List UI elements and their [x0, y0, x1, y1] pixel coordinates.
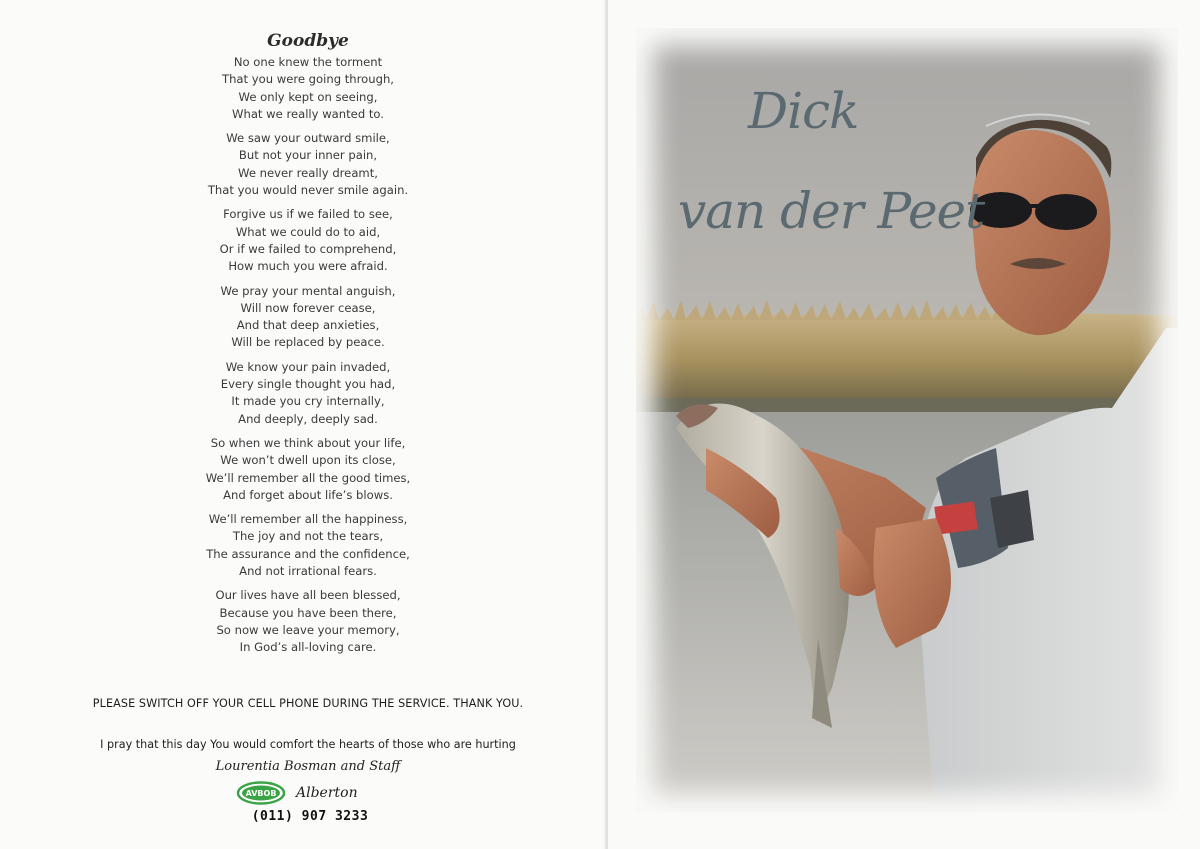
poem-line: And not irrational fears.	[239, 564, 377, 579]
poem-line: What we could do to aid,	[235, 224, 381, 239]
poem-stanza	[80, 511, 536, 580]
avbob-logo-text: AVBOB	[245, 789, 277, 799]
poem-line: Our lives have all been blessed,	[215, 588, 401, 603]
poem-line: And forget about life’s blows.	[223, 487, 393, 502]
poem	[80, 28, 536, 664]
poem-line: And deeply, deeply sad.	[238, 411, 378, 426]
poem-line: We won’t dwell upon its close,	[220, 453, 396, 468]
poem-line: How much you were afraid.	[228, 259, 388, 274]
undertaker-name: Lourentia Bosman and Staff	[215, 759, 401, 774]
poem-line: Or if we failed to comprehend,	[219, 241, 397, 256]
cover-last-name: van der Peet	[678, 182, 985, 240]
poem-stanza	[80, 130, 536, 199]
poem-line: But not your inner pain,	[238, 148, 378, 163]
poem-stanza	[80, 283, 536, 352]
branch-name: Alberton	[296, 785, 358, 801]
poem-line: That you were going through,	[221, 72, 394, 87]
poem-line: Because you have been there,	[219, 605, 397, 620]
poem-line: Every single thought you had,	[220, 377, 396, 392]
cellphone-notice: PLEASE SWITCH OFF YOUR CELL PHONE DURING THE SERVICE. THANK YOU.	[92, 697, 524, 710]
branch-phone: (011) 907 3233	[251, 809, 369, 824]
poem-line: Will be replaced by peace.	[231, 335, 385, 350]
poem-line: We never really dreamt,	[238, 165, 378, 180]
poem-line: The assurance and the confidence,	[206, 546, 410, 561]
cover-page	[608, 0, 1200, 849]
poem-line: The joy and not the tears,	[232, 529, 384, 544]
cover-first-name: Dick	[748, 82, 859, 140]
poem-line: We saw your outward smile,	[226, 131, 390, 146]
poem-line: And that deep anxieties,	[236, 318, 380, 333]
poem-line: So when we think about your life,	[210, 435, 406, 450]
poem-stanza	[80, 587, 536, 656]
poem-line: We pray your mental anguish,	[220, 283, 396, 298]
cover-photo-image	[636, 28, 1178, 812]
cover-photo	[636, 28, 1178, 812]
avbob-logo	[236, 781, 286, 805]
poem-line: In God’s all-loving care.	[239, 640, 377, 655]
poem-line: We know your pain invaded,	[225, 359, 391, 374]
poem-stanza	[80, 435, 536, 504]
poem-stanza	[80, 359, 536, 428]
poem-stanza	[80, 206, 536, 275]
poem-title: Goodbye	[267, 31, 349, 51]
poem-line: We’ll remember all the good times,	[205, 470, 411, 485]
poem-line: It made you cry internally,	[231, 394, 385, 409]
prayer-line: I pray that this day You would comfort the hearts of those who are hurting	[100, 738, 516, 751]
poem-line: We’ll remember all the happiness,	[208, 512, 408, 527]
poem-line: So now we leave your memory,	[216, 622, 400, 637]
poem-line: Will now forever cease,	[240, 300, 376, 315]
poem-line: What we really wanted to.	[232, 106, 384, 121]
branch-block	[236, 780, 358, 806]
poem-line: Forgive us if we failed to see,	[223, 207, 393, 222]
poem-stanza	[80, 54, 536, 123]
poem-line: That you would never smile again.	[207, 183, 409, 198]
poem-line: We only kept on seeing,	[238, 89, 378, 104]
poem-line: No one knew the torment	[233, 55, 383, 69]
